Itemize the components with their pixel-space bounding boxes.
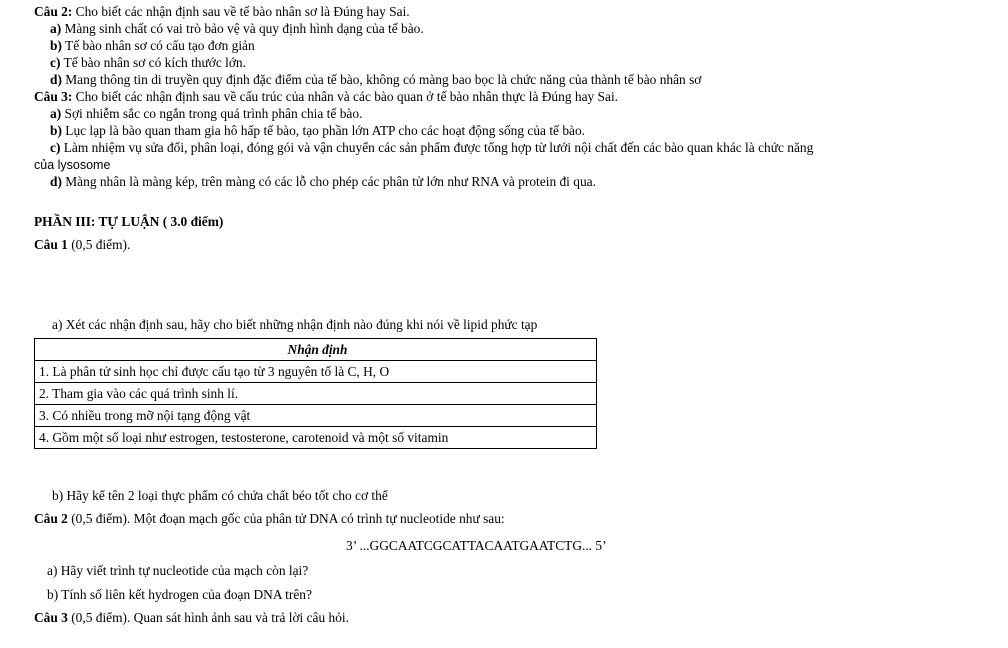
question-3-heading	[34, 89, 618, 105]
part-3-heading: PHẦN III: TỰ LUẬN ( 3.0 điểm)	[34, 214, 224, 229]
table-cell: 1. Là phân tử sinh học chỉ được cấu tạo từ 3 nguyên tố là C, H, O	[35, 361, 597, 383]
table-cell: 2. Tham gia vào các quá trình sinh lí.	[35, 383, 597, 405]
question-3-item-c-continuation: của lysosome	[34, 158, 111, 172]
question-2-item-d: d) Mang thông tin di truyền quy định đặc điểm của tế bào, không có màng bao bọc là chức năng của thành tế bào nhân sơ	[50, 72, 702, 87]
table-cell: 4. Gồm một số loại như estrogen, testosterone, carotenoid và một số vitamin	[35, 427, 597, 449]
essay-question-2-label: Câu 2	[34, 511, 68, 526]
table-row	[35, 383, 597, 405]
essay-question-3-label: Câu 3	[34, 610, 68, 625]
question-2-item-b: b) Tế bào nhân sơ có cấu tạo đơn giản	[50, 38, 255, 53]
question-3-item-c: c) Làm nhiệm vụ sửa đổi, phân loại, đóng gói và vận chuyển các sản phẩm được tổng hợp từ lưới nội chất đến các bào quan khác là chức năng	[50, 140, 814, 155]
essay-question-3-heading	[34, 610, 349, 626]
question-3-item-a: a) Sợi nhiễm sắc co ngắn trong quá trình phân chia tế bào.	[50, 106, 363, 121]
question-2-item-a: a) Màng sinh chất có vai trò bảo vệ và quy định hình dạng của tế bào.	[50, 21, 424, 36]
essay-question-2-part-a: a) Hãy viết trình tự nucleotide của mạch còn lại?	[47, 563, 309, 578]
question-3-label: Câu 3:	[34, 89, 73, 104]
question-2-text: Cho biết các nhận định sau về tế bào nhân sơ là Đúng hay Sai.	[72, 4, 410, 19]
essay-question-2-text: (0,5 điểm). Một đoạn mạch gốc của phân tử DNA có trình tự nucleotide như sau:	[67, 511, 505, 526]
essay-question-1-heading	[34, 237, 130, 253]
essay-question-1-part-b: b) Hãy kể tên 2 loại thực phẩm có chứa chất béo tốt cho cơ thể	[52, 488, 388, 503]
essay-question-2-heading	[34, 511, 505, 527]
essay-question-1-label: Câu 1	[34, 237, 68, 252]
statements-table	[34, 338, 597, 449]
question-3-item-b: b) Lục lạp là bào quan tham gia hô hấp tế bào, tạo phần lớn ATP cho các hoạt động sống của tế bào.	[50, 123, 586, 138]
table-row	[35, 405, 597, 427]
table-row	[35, 361, 597, 383]
essay-question-2-part-b: b) Tính số liên kết hydrogen của đoạn DNA trên?	[47, 587, 312, 602]
essay-question-1-points: (0,5 điểm).	[67, 237, 131, 252]
dna-sequence: 3’ ...GGCAATCGCATTACAATGAATCTG... 5’	[346, 538, 607, 553]
question-3-item-d: d) Màng nhân là màng kép, trên màng có các lỗ cho phép các phân tử lớn như RNA và protein đi qua.	[50, 174, 596, 189]
question-2-heading	[34, 4, 410, 20]
question-2-label: Câu 2:	[34, 4, 73, 19]
table-row	[35, 427, 597, 449]
question-3-text: Cho biết các nhận định sau về cấu trúc của nhân và các bào quan ở tế bào nhân thực là Đúng hay Sai.	[72, 89, 619, 104]
table-cell: 3. Có nhiều trong mỡ nội tạng động vật	[35, 405, 597, 427]
essay-question-1-part-a: a) Xét các nhận định sau, hãy cho biết những nhận định nào đúng khi nói về lipid phức tạp	[52, 317, 538, 332]
table-header-cell: Nhận định	[35, 339, 597, 361]
essay-question-3-text: (0,5 điểm). Quan sát hình ảnh sau và trả lời câu hỏi.	[67, 610, 350, 625]
table-header-row	[35, 339, 597, 361]
question-2-item-c: c) Tế bào nhân sơ có kích thước lớn.	[50, 55, 246, 70]
